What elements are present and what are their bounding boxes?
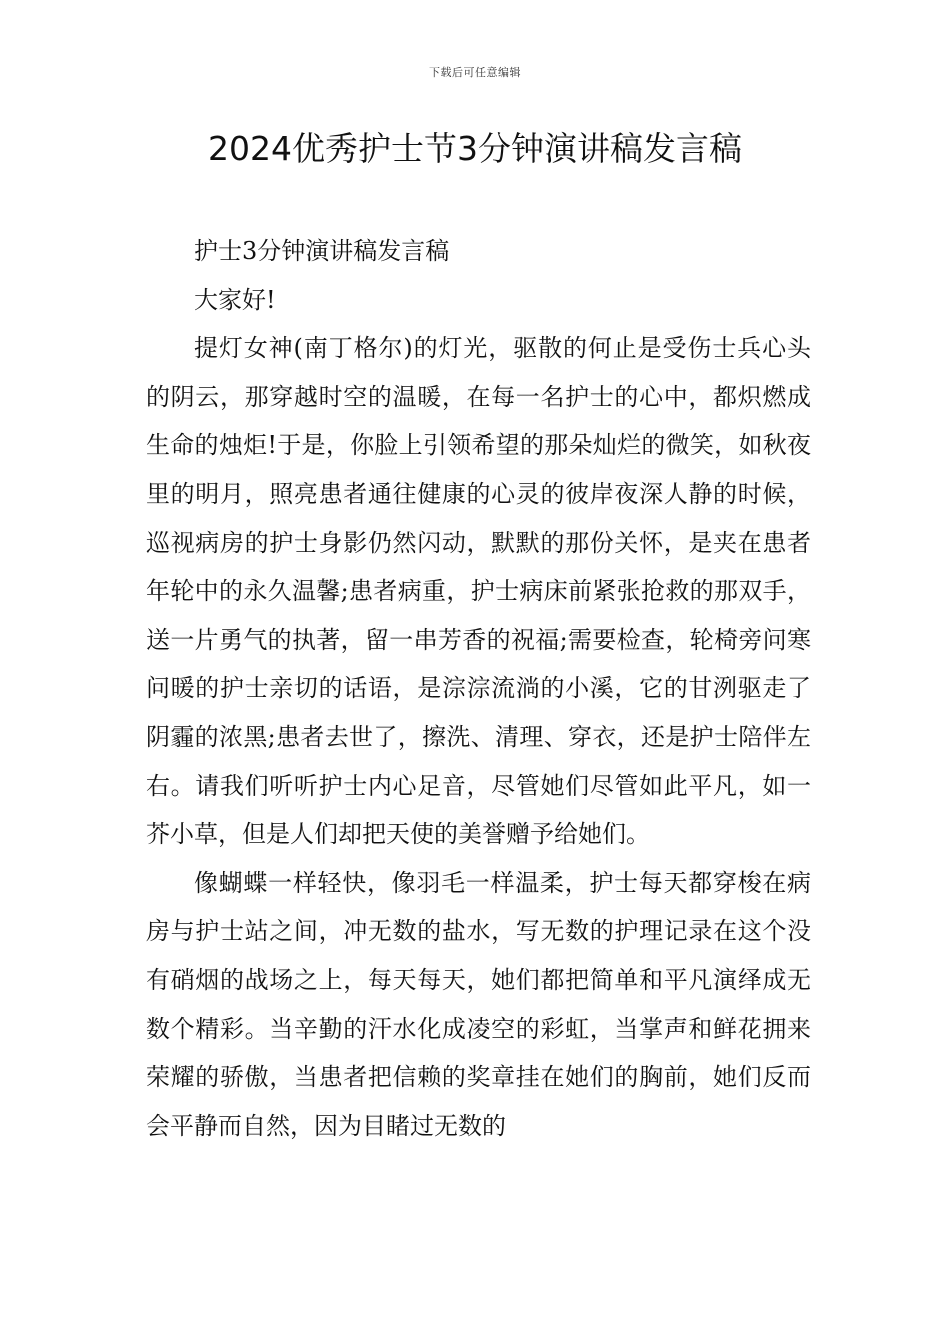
paragraph-body: 像蝴蝶一样轻快，像羽毛一样温柔，护士每天都穿梭在病房与护士站之间，冲无数的盐水，写无数的护理记录在这个没有硝烟的战场之上，每天每天，她们都把简单和平凡演绎成无数个精彩。当辛勤的汗水化成凌空的彩虹，当掌声和鲜花拥来荣耀的骄傲，当患者把信赖的奖章挂在她们的胸前，她们反而会平静而自然，因为目睹过无数的 [146,868,811,1140]
paragraph-subtitle: 护士3分钟演讲稿发言稿 [194,237,450,265]
document-title: 2024优秀护士节3分钟演讲稿发言稿 [208,129,742,168]
page-header-note: 下载后可任意编辑 [429,66,521,79]
paragraph-body: 提灯女神(南丁格尔)的灯光，驱散的何止是受伤士兵心头的阴云，那穿越时空的温暖，在每一名护士的心中，都炽燃成生命的烛炬!于是，你脸上引领希望的那朵灿烂的微笑，如秋夜里的明月，照亮患者通往健康的心灵的彼岸夜深人静的时候，巡视病房的护士身影仍然闪动，默默的那份关怀，是夹在患者年轮中的永久温馨;患者病重，护士病床前紧张抢救的那双手，送一片勇气的执著，留一串芳香的祝福;需要检查，轮椅旁问寒问暖的护士亲切的话语，是淙淙流淌的小溪，它的甘洌驱走了阴霾的浓黑;患者去世了，擦洗、清理、穿衣，还是护士陪伴左右。请我们听听护士内心足音，尽管她们尽管如此平凡，如一芥小草，但是人们却把天使的美誉赠予给她们。 [146,334,811,849]
paragraph-greeting: 大家好! [194,285,276,314]
document-body [146,227,811,1150]
